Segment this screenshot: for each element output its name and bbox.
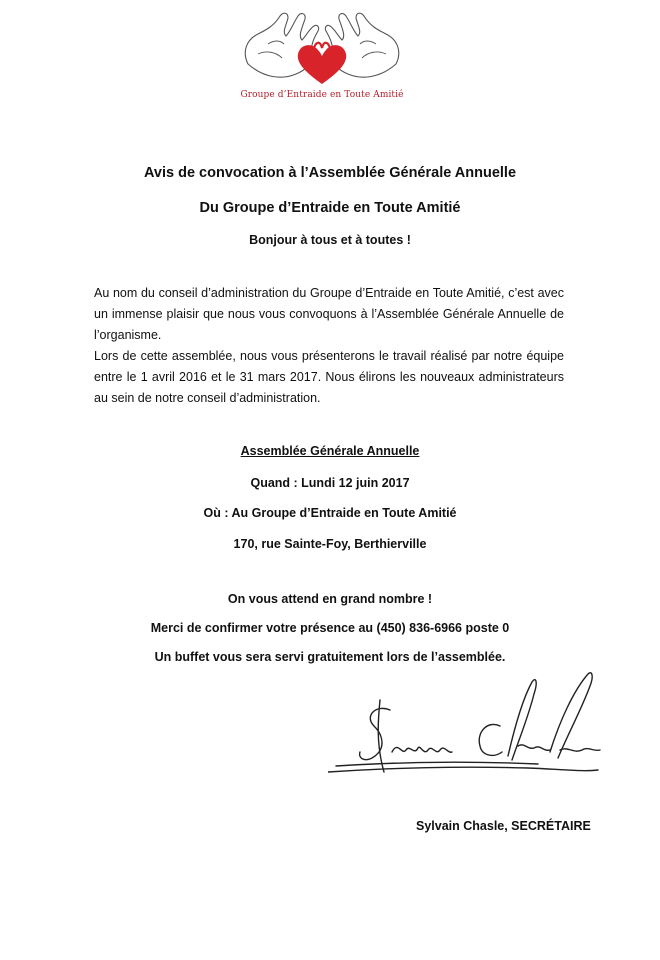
event-address: 170, rue Sainte-Foy, Berthierville bbox=[233, 537, 427, 551]
closing-line-buffet: Un buffet vous sera servi gratuitement lors de l’assemblée. bbox=[154, 650, 506, 664]
signer-name: Sylvain Chasle, SECRÉTAIRE bbox=[416, 819, 591, 833]
logo-text: Groupe d’Entraide en Toute Amitié bbox=[240, 90, 404, 100]
hands-heart-icon bbox=[228, 4, 416, 94]
paragraph-intro: Au nom du conseil d’administration du Groupe d’Entraide en Toute Amitié, c’est avec un immense plaisir que nous vous convoquons à l’Assemblée Générale Annuelle de l’organisme. bbox=[94, 286, 564, 342]
page-subtitle: Du Groupe d’Entraide en Toute Amitié bbox=[199, 200, 461, 216]
handwritten-signature bbox=[328, 660, 618, 790]
closing-line-1: On vous attend en grand nombre ! bbox=[227, 592, 433, 606]
closing-line-rsvp: Merci de confirmer votre présence au (450) 836-6966 poste 0 bbox=[150, 621, 510, 635]
event-heading: Assemblée Générale Annuelle bbox=[240, 444, 420, 458]
organization-logo bbox=[228, 4, 416, 108]
greeting: Bonjour à tous et à toutes ! bbox=[249, 233, 411, 247]
event-date: Quand : Lundi 12 juin 2017 bbox=[250, 476, 410, 490]
page-title: Avis de convocation à l’Assemblée Générale Annuelle bbox=[143, 165, 517, 181]
event-location: Où : Au Groupe d’Entraide en Toute Amitié bbox=[203, 506, 457, 520]
paragraph-details: Lors de cette assemblée, nous vous présenterons le travail réalisé par notre équipe entre le 1 avril 2016 et le 31 mars 2017. Nous élirons les nouveaux administrateurs au sein de notre conseil d’administration. bbox=[94, 349, 564, 405]
